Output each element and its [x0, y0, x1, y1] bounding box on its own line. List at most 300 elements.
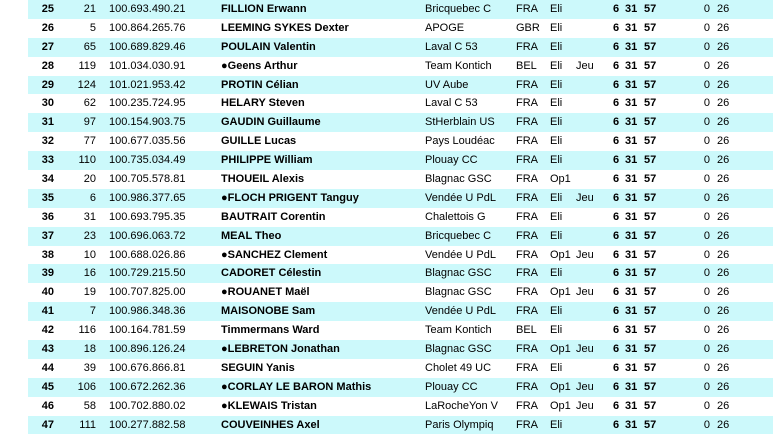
uci-id-cell: 100.707.825.00: [109, 286, 186, 299]
uci-id-cell: 100.693.490.21: [109, 3, 186, 15]
table-row: [28, 170, 773, 189]
bib-cell: 23: [83, 229, 96, 242]
table-row: [28, 227, 773, 246]
stat-col-3: 57: [644, 418, 657, 431]
rank-cell: 31: [41, 116, 54, 129]
bib-cell: 39: [83, 361, 96, 374]
category-cell: Eli: [550, 3, 563, 15]
category-cell: Eli: [550, 21, 563, 34]
team-cell: Blagnac GSC: [425, 173, 492, 186]
bib-cell: 110: [78, 154, 96, 167]
nationality-cell: FRA: [516, 305, 538, 318]
rider-name-cell: ●CORLAY LE BARON Mathis: [221, 380, 372, 393]
nationality-cell: BEL: [516, 324, 537, 337]
nationality-cell: FRA: [516, 418, 538, 431]
stat-col-5: 26: [717, 324, 730, 337]
rank-cell: 47: [41, 418, 54, 431]
table-row: [28, 397, 773, 416]
jeune-flag-cell: Jeu: [576, 286, 594, 299]
jeune-flag-cell: Jeu: [576, 399, 594, 412]
table-row: [28, 283, 773, 302]
stat-col-2: 31: [625, 116, 638, 129]
rider-name-cell: ●Geens Arthur: [221, 59, 298, 72]
stat-col-3: 57: [644, 229, 657, 242]
stat-col-3: 57: [644, 97, 657, 110]
stat-col-5: 26: [717, 343, 730, 356]
bib-cell: 6: [89, 191, 96, 204]
team-cell: StHerblain US: [425, 116, 495, 129]
uci-id-cell: 100.896.126.24: [109, 343, 186, 356]
table-row: [28, 94, 773, 113]
team-cell: Blagnac GSC: [425, 286, 492, 299]
table-row: [28, 0, 773, 19]
uci-id-cell: 100.986.377.65: [109, 191, 186, 204]
uci-id-cell: 100.676.866.81: [109, 361, 186, 374]
stat-col-2: 31: [625, 305, 638, 318]
rider-name-cell: GAUDIN Guillaume: [221, 116, 321, 129]
nationality-cell: FRA: [516, 399, 538, 412]
stat-col-1: 6: [613, 21, 620, 34]
team-cell: Paris Olympiq: [425, 418, 494, 431]
uci-id-cell: 101.034.030.91: [109, 59, 186, 72]
category-cell: Eli: [550, 267, 563, 280]
team-cell: Cholet 49 UC: [425, 361, 492, 374]
category-cell: Eli: [550, 116, 563, 129]
table-row: [28, 416, 773, 435]
bib-cell: 31: [83, 210, 96, 223]
category-cell: Op1: [550, 248, 571, 261]
stat-col-4: 0: [703, 418, 710, 431]
uci-id-cell: 100.689.829.46: [109, 40, 186, 53]
stat-col-4: 0: [703, 380, 710, 393]
stat-col-3: 57: [644, 380, 657, 393]
stat-col-2: 31: [625, 135, 638, 148]
table-row: [28, 189, 773, 208]
rank-cell: 35: [41, 191, 54, 204]
stat-col-5: 26: [717, 21, 730, 34]
nationality-cell: FRA: [516, 40, 538, 53]
results-table: [28, 0, 773, 434]
stat-col-5: 26: [717, 399, 730, 412]
stat-col-3: 57: [644, 135, 657, 148]
stat-col-4: 0: [703, 361, 710, 374]
category-cell: Eli: [550, 418, 563, 431]
nationality-cell: GBR: [516, 21, 540, 34]
rank-cell: 25: [41, 3, 54, 15]
uci-id-cell: 100.235.724.95: [109, 97, 186, 110]
nationality-cell: FRA: [516, 154, 538, 167]
stat-col-5: 26: [717, 380, 730, 393]
stat-col-2: 31: [625, 229, 638, 242]
team-cell: Blagnac GSC: [425, 267, 492, 280]
team-cell: Laval C 53: [425, 97, 478, 110]
rider-name-cell: ●ROUANET Maël: [221, 286, 310, 299]
stat-col-1: 6: [613, 210, 620, 223]
stat-col-2: 31: [625, 78, 638, 91]
stat-col-3: 57: [644, 343, 657, 356]
stat-col-3: 57: [644, 40, 657, 53]
stat-col-2: 31: [625, 324, 638, 337]
stat-col-5: 26: [717, 116, 730, 129]
stat-col-2: 31: [625, 173, 638, 186]
stat-col-4: 0: [703, 154, 710, 167]
rider-name-cell: LEEMING SYKES Dexter: [221, 21, 349, 34]
stat-col-3: 57: [644, 191, 657, 204]
stat-col-2: 31: [625, 418, 638, 431]
nationality-cell: FRA: [516, 135, 538, 148]
nationality-cell: FRA: [516, 116, 538, 129]
nationality-cell: FRA: [516, 210, 538, 223]
stat-col-1: 6: [613, 3, 620, 15]
category-cell: Op1: [550, 343, 571, 356]
uci-id-cell: 101.021.953.42: [109, 78, 186, 91]
stat-col-3: 57: [644, 59, 657, 72]
stat-col-4: 0: [703, 399, 710, 412]
stat-col-3: 57: [644, 116, 657, 129]
category-cell: Eli: [550, 154, 563, 167]
stat-col-3: 57: [644, 324, 657, 337]
team-cell: Vendée U PdL: [425, 191, 496, 204]
category-cell: Eli: [550, 305, 563, 318]
rank-cell: 37: [41, 229, 54, 242]
stat-col-2: 31: [625, 399, 638, 412]
team-cell: Bricquebec C: [425, 229, 492, 242]
rank-cell: 28: [41, 59, 54, 72]
stat-col-2: 31: [625, 343, 638, 356]
nationality-cell: FRA: [516, 191, 538, 204]
rank-cell: 41: [41, 305, 54, 318]
category-cell: Eli: [550, 361, 563, 374]
stat-col-5: 26: [717, 286, 730, 299]
rider-name-cell: PROTIN Célian: [221, 78, 299, 91]
bib-cell: 119: [78, 59, 96, 72]
stat-col-4: 0: [703, 173, 710, 186]
stat-col-1: 6: [613, 324, 620, 337]
stat-col-2: 31: [625, 40, 638, 53]
stat-col-1: 6: [613, 40, 620, 53]
jeune-flag-cell: Jeu: [576, 191, 594, 204]
rider-name-cell: GUILLE Lucas: [221, 135, 297, 148]
table-row: [28, 359, 773, 378]
stat-col-3: 57: [644, 210, 657, 223]
stat-col-3: 57: [644, 78, 657, 91]
rider-name-cell: THOUEIL Alexis: [221, 173, 305, 186]
stat-col-3: 57: [644, 3, 657, 15]
stat-col-1: 6: [613, 343, 620, 356]
stat-col-4: 0: [703, 210, 710, 223]
rank-cell: 27: [41, 40, 54, 53]
table-row: [28, 113, 773, 132]
team-cell: Pays Loudéac: [425, 135, 495, 148]
team-cell: Team Kontich: [425, 324, 492, 337]
team-cell: Laval C 53: [425, 40, 478, 53]
category-cell: Eli: [550, 210, 563, 223]
stat-col-5: 26: [717, 418, 730, 431]
team-cell: UV Aube: [425, 78, 469, 91]
rank-cell: 26: [41, 21, 54, 34]
uci-id-cell: 100.864.265.76: [109, 21, 186, 34]
bib-cell: 21: [83, 3, 96, 15]
stat-col-3: 57: [644, 399, 657, 412]
stat-col-3: 57: [644, 248, 657, 261]
bib-cell: 18: [83, 343, 96, 356]
category-cell: Op1: [550, 399, 571, 412]
stat-col-4: 0: [703, 40, 710, 53]
stat-col-2: 31: [625, 210, 638, 223]
stat-col-5: 26: [717, 40, 730, 53]
stat-col-1: 6: [613, 97, 620, 110]
rider-name-cell: HELARY Steven: [221, 97, 305, 110]
table-row: [28, 151, 773, 170]
nationality-cell: FRA: [516, 173, 538, 186]
stat-col-5: 26: [717, 135, 730, 148]
stat-col-2: 31: [625, 21, 638, 34]
rank-cell: 42: [41, 324, 54, 337]
stat-col-3: 57: [644, 305, 657, 318]
jeune-flag-cell: Jeu: [576, 248, 594, 261]
rank-cell: 29: [41, 78, 54, 91]
stat-col-4: 0: [703, 229, 710, 242]
bib-cell: 5: [89, 21, 96, 34]
rank-cell: 36: [41, 210, 54, 223]
uci-id-cell: 100.164.781.59: [109, 324, 186, 337]
uci-id-cell: 100.729.215.50: [109, 267, 186, 280]
stat-col-2: 31: [625, 154, 638, 167]
stat-col-1: 6: [613, 305, 620, 318]
stat-col-3: 57: [644, 173, 657, 186]
stat-col-4: 0: [703, 97, 710, 110]
bib-cell: 62: [83, 97, 96, 110]
table-row: [28, 19, 773, 38]
stat-col-4: 0: [703, 78, 710, 91]
rider-name-cell: ●FLOCH PRIGENT Tanguy: [221, 191, 359, 204]
rank-cell: 43: [41, 343, 54, 356]
stat-col-5: 26: [717, 78, 730, 91]
stat-col-5: 26: [717, 210, 730, 223]
table-row: [28, 321, 773, 340]
bib-cell: 16: [83, 267, 96, 280]
nationality-cell: FRA: [516, 361, 538, 374]
stat-col-5: 26: [717, 59, 730, 72]
uci-id-cell: 100.672.262.36: [109, 380, 186, 393]
category-cell: Op1: [550, 380, 571, 393]
stat-col-1: 6: [613, 248, 620, 261]
stat-col-3: 57: [644, 21, 657, 34]
uci-id-cell: 100.277.882.58: [109, 418, 186, 431]
bib-cell: 10: [83, 248, 96, 261]
uci-id-cell: 100.986.348.36: [109, 305, 186, 318]
team-cell: Team Kontich: [425, 59, 492, 72]
nationality-cell: FRA: [516, 267, 538, 280]
stat-col-3: 57: [644, 361, 657, 374]
stat-col-5: 26: [717, 361, 730, 374]
bib-cell: 7: [89, 305, 96, 318]
team-cell: Bricquebec C: [425, 3, 492, 15]
category-cell: Eli: [550, 229, 563, 242]
rider-name-cell: COUVEINHES Axel: [221, 418, 320, 431]
rider-name-cell: MEAL Theo: [221, 229, 282, 242]
table-row: [28, 132, 773, 151]
stat-col-5: 26: [717, 3, 730, 15]
rider-name-cell: Timmermans Ward: [221, 324, 320, 337]
bib-cell: 124: [77, 78, 96, 91]
nationality-cell: FRA: [516, 286, 538, 299]
bib-cell: 106: [77, 380, 96, 393]
stat-col-4: 0: [703, 59, 710, 72]
rank-cell: 33: [41, 154, 54, 167]
bib-cell: 65: [83, 40, 96, 53]
team-cell: APOGE: [425, 21, 465, 34]
category-cell: Eli: [550, 324, 563, 337]
stat-col-4: 0: [703, 191, 710, 204]
rider-name-cell: CADORET Célestin: [221, 267, 322, 280]
team-cell: Plouay CC: [425, 154, 478, 167]
table-row: [28, 264, 773, 283]
rider-name-cell: ●LEBRETON Jonathan: [221, 343, 340, 356]
table-row: [28, 38, 773, 57]
rider-name-cell: ●KLEWAIS Tristan: [221, 399, 317, 412]
category-cell: Eli: [550, 40, 563, 53]
stat-col-1: 6: [613, 59, 620, 72]
table-row: [28, 246, 773, 265]
category-cell: Eli: [550, 97, 563, 110]
stat-col-5: 26: [717, 248, 730, 261]
uci-id-cell: 100.693.795.35: [109, 210, 186, 223]
stat-col-4: 0: [703, 324, 710, 337]
nationality-cell: FRA: [516, 78, 538, 91]
uci-id-cell: 100.154.903.75: [109, 116, 186, 129]
stat-col-1: 6: [613, 361, 620, 374]
rank-cell: 44: [41, 361, 54, 374]
category-cell: Eli: [550, 135, 563, 148]
stat-col-5: 26: [717, 191, 730, 204]
stat-col-5: 26: [717, 267, 730, 280]
stat-col-4: 0: [703, 305, 710, 318]
stat-col-3: 57: [644, 154, 657, 167]
rider-name-cell: SEGUIN Yanis: [221, 361, 295, 374]
stat-col-2: 31: [625, 380, 638, 393]
table-row: [28, 302, 773, 321]
uci-id-cell: 100.735.034.49: [109, 154, 186, 167]
stat-col-1: 6: [613, 229, 620, 242]
uci-id-cell: 100.702.880.02: [109, 399, 186, 412]
stat-col-1: 6: [613, 154, 620, 167]
stat-col-2: 31: [625, 267, 638, 280]
team-cell: Chalettois G: [425, 210, 486, 223]
stat-col-1: 6: [613, 267, 620, 280]
table-row: [28, 57, 773, 76]
rider-name-cell: BAUTRAIT Corentin: [221, 210, 326, 223]
uci-id-cell: 100.705.578.81: [109, 173, 186, 186]
stat-col-3: 57: [644, 267, 657, 280]
stat-col-5: 26: [717, 97, 730, 110]
stat-col-4: 0: [703, 286, 710, 299]
stat-col-2: 31: [625, 191, 638, 204]
bib-cell: 97: [83, 116, 96, 129]
nationality-cell: FRA: [516, 3, 538, 15]
stat-col-1: 6: [613, 135, 620, 148]
stat-col-1: 6: [613, 191, 620, 204]
stat-col-1: 6: [613, 286, 620, 299]
nationality-cell: FRA: [516, 343, 538, 356]
stat-col-4: 0: [703, 267, 710, 280]
rank-cell: 30: [41, 97, 54, 110]
category-cell: Op1: [550, 286, 571, 299]
category-cell: Eli: [550, 59, 563, 72]
category-cell: Eli: [550, 191, 563, 204]
stat-col-4: 0: [703, 135, 710, 148]
nationality-cell: FRA: [516, 229, 538, 242]
category-cell: Eli: [550, 78, 563, 91]
stat-col-2: 31: [625, 97, 638, 110]
jeune-flag-cell: Jeu: [576, 380, 594, 393]
stat-col-5: 26: [717, 173, 730, 186]
stat-col-2: 31: [625, 3, 638, 15]
rank-cell: 46: [41, 399, 54, 412]
table-row: [28, 208, 773, 227]
uci-id-cell: 100.696.063.72: [109, 229, 186, 242]
bib-cell: 20: [83, 173, 96, 186]
team-cell: Plouay CC: [425, 380, 478, 393]
nationality-cell: FRA: [516, 248, 538, 261]
stat-col-2: 31: [625, 248, 638, 261]
bib-cell: 77: [83, 135, 96, 148]
stat-col-5: 26: [717, 154, 730, 167]
rank-cell: 45: [41, 380, 54, 393]
uci-id-cell: 100.688.026.86: [109, 248, 186, 261]
rider-name-cell: POULAIN Valentin: [221, 40, 316, 53]
stat-col-4: 0: [703, 248, 710, 261]
jeune-flag-cell: Jeu: [576, 59, 594, 72]
rank-cell: 34: [41, 173, 54, 186]
rank-cell: 39: [41, 267, 54, 280]
stat-col-2: 31: [625, 361, 638, 374]
stat-col-1: 6: [613, 173, 620, 186]
stat-col-2: 31: [625, 286, 638, 299]
stat-col-1: 6: [613, 418, 620, 431]
rider-name-cell: FILLION Erwann: [221, 3, 307, 15]
rank-cell: 38: [41, 248, 54, 261]
bib-cell: 116: [78, 324, 96, 337]
uci-id-cell: 100.677.035.56: [109, 135, 186, 148]
rank-cell: 32: [41, 135, 54, 148]
stat-col-1: 6: [613, 78, 620, 91]
stat-col-3: 57: [644, 286, 657, 299]
table-row: [28, 378, 773, 397]
team-cell: Vendée U PdL: [425, 305, 496, 318]
table-row: [28, 340, 773, 359]
bib-cell: 58: [83, 399, 96, 412]
stat-col-1: 6: [613, 380, 620, 393]
stat-col-1: 6: [613, 399, 620, 412]
stat-col-2: 31: [625, 59, 638, 72]
table-row: [28, 76, 773, 95]
rider-name-cell: ●SANCHEZ Clement: [221, 248, 328, 261]
bib-cell: 19: [83, 286, 96, 299]
nationality-cell: BEL: [516, 59, 537, 72]
team-cell: Blagnac GSC: [425, 343, 492, 356]
rank-cell: 40: [41, 286, 54, 299]
stat-col-4: 0: [703, 21, 710, 34]
rider-name-cell: PHILIPPE William: [221, 154, 313, 167]
stat-col-4: 0: [703, 343, 710, 356]
rider-name-cell: MAISONOBE Sam: [221, 305, 316, 318]
nationality-cell: FRA: [516, 380, 538, 393]
stat-col-1: 6: [613, 116, 620, 129]
stat-col-5: 26: [717, 229, 730, 242]
category-cell: Op1: [550, 173, 571, 186]
team-cell: Vendée U PdL: [425, 248, 496, 261]
